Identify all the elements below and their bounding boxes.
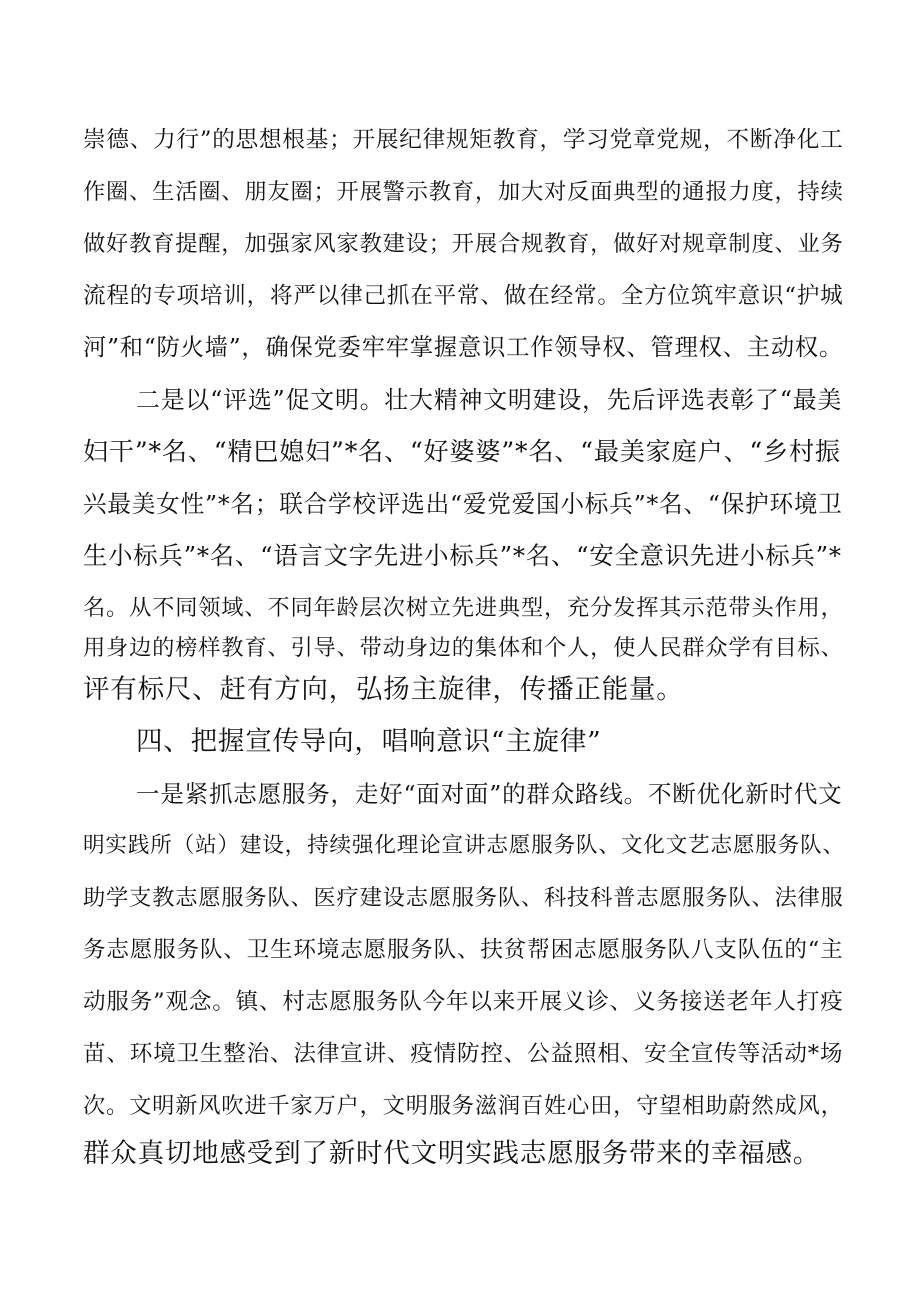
text-line: 务志愿服务队、卫生环境志愿服务队、扶贫帮困志愿服务队八支队伍的“主 xyxy=(83,937,844,963)
text-line: 助学支教志愿服务队、医疗建设志愿服务队、科技科普志愿服务队、法律服 xyxy=(83,885,844,911)
text-line: 群众真切地感受到了新时代文明实践志愿服务带来的幸福感。 xyxy=(83,1138,821,1169)
text-line: 妇干”*名、“精巴媳妇”*名、“好婆婆”*名、“最美家庭户、“乡村振 xyxy=(83,437,841,466)
text-line: 崇德、力行”的思想根基；开展纪律规矩教育，学习党章党规，不断净化工 xyxy=(83,127,844,153)
text-line: 河”和“防火墙”，确保党委牢牢掌握意识工作领导权、管理权、主动权。 xyxy=(83,334,844,361)
text-line: 次。文明新风吹进千家万户，文明服务滋润百姓心田，守望相助蔚然成风， xyxy=(83,1093,844,1119)
paragraph-start-line: 二是以“评选”促文明。壮大精神文明建设，先后评选表彰了“最美 xyxy=(136,386,843,414)
text-line: 用身边的榜样教育、引导、带动身边的集体和个人，使人民群众学有目标、 xyxy=(83,635,844,661)
section-heading: 四、把握宣传导向，唱响意识“主旋律” xyxy=(136,726,602,757)
paragraph-start-line: 一是紧抓志愿服务，走好“面对面”的群众路线。不断优化新时代文 xyxy=(136,780,843,808)
text-line: 明实践所（站）建设，持续强化理论宣讲志愿服务队、文化文艺志愿服务队、 xyxy=(83,833,845,858)
text-line: 兴最美女性”*名；联合学校评选出“爱党爱国小标兵”*名、“保护环境卫 xyxy=(83,490,843,518)
text-line: 作圈、生活圈、朋友圈；开展警示教育，加大对反面典型的通报力度，持续 xyxy=(83,179,844,205)
text-line: 动服务”观念。镇、村志愿服务队今年以来开展义诊、义务接送老年人打疫 xyxy=(83,989,844,1015)
text-line: 生小标兵”*名、“语言文字先进小标兵”*名、“安全意识先进小标兵”* xyxy=(83,541,842,570)
text-line: 评有标尺、赶有方向，弘扬主旋律，传播正能量。 xyxy=(83,674,684,705)
text-line: 做好教育提醒，加强家风家教建设；开展合规教育，做好对规章制度、业务 xyxy=(83,231,844,257)
text-line: 苗、环境卫生整治、法律宣讲、疫情防控、公益照相、安全宣传等活动*场 xyxy=(83,1041,844,1067)
text-line: 名。从不同领域、不同年龄层次树立先进典型，充分发挥其示范带头作用， xyxy=(83,595,844,621)
text-line: 流程的专项培训，将严以律己抓在平常、做在经常。全方位筑牢意识“护城 xyxy=(83,283,844,309)
